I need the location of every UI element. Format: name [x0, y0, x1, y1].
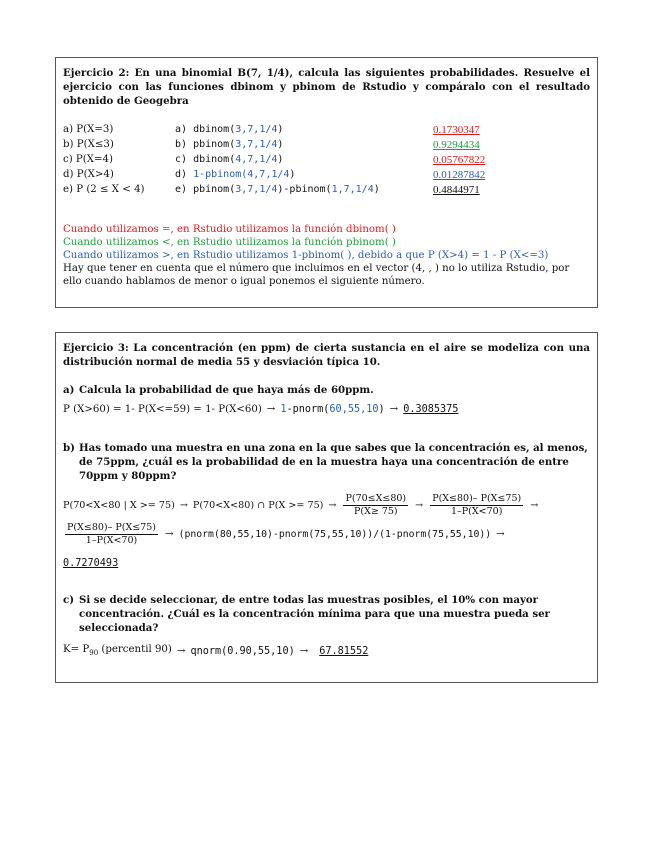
- question-b: [63, 441, 590, 483]
- fn-mid: )-pbinom(: [277, 183, 332, 195]
- r-function: [175, 183, 433, 197]
- exercise-3-box: [55, 332, 598, 683]
- result-value: 0.3085375: [403, 404, 459, 415]
- question-c: [63, 593, 590, 635]
- table-row: [63, 137, 590, 152]
- fn-label: a): [175, 123, 188, 135]
- probability-label: d) P(X>4): [63, 168, 114, 180]
- arrow-icon: →: [496, 528, 505, 540]
- r-function: [175, 138, 433, 152]
- exercise-3c: [63, 593, 590, 660]
- exercise-2-notes: [63, 223, 590, 288]
- table-row: [63, 182, 590, 197]
- fn-args: 4,7,1/4: [247, 168, 290, 180]
- numerator: P(70≤X≤80): [345, 493, 407, 504]
- expression: P(70<X<80) ∩ P(X >= 75): [192, 499, 324, 511]
- arrow-icon: →: [266, 404, 276, 415]
- result-value: 0.01287842: [433, 168, 486, 181]
- table-row: [63, 152, 590, 167]
- exercise-2-box: [55, 57, 598, 308]
- fn-name: pbinom(: [193, 183, 236, 195]
- answer-b-line1: [63, 493, 590, 518]
- r-code: (pnorm(80,55,10)-pnorm(75,55,10))/(1-pnorm(75,55,10)): [178, 528, 492, 540]
- answer-a: [63, 403, 590, 417]
- probability-label: a) P(X=3): [63, 123, 114, 135]
- result-value: 0.7270493: [63, 558, 119, 569]
- denominator: 1–P(X<70): [450, 506, 503, 517]
- question-a: [63, 383, 590, 397]
- expr-subscript: 90: [89, 649, 99, 658]
- fn-close: ): [277, 153, 284, 165]
- denominator: P(X≥ 75): [353, 506, 398, 517]
- numerator: P(X≤80)– P(X≤75): [67, 522, 157, 533]
- probability-label: c) P(X=4): [63, 153, 113, 165]
- code-part: -pnorm(: [286, 404, 330, 415]
- fn-label: e): [175, 183, 188, 195]
- probability-label: b) P(X≤3): [63, 138, 114, 150]
- question-label: b): [63, 442, 75, 454]
- fn-name: pbinom(: [193, 138, 236, 150]
- result-value: 67.81552: [319, 645, 369, 657]
- expression: P (X>60) = 1- P(X<=59) = 1- P(X<60): [63, 404, 262, 415]
- fraction: [430, 493, 523, 518]
- fn-args: 3,7,1/4: [235, 138, 278, 150]
- result-value: 0.9294434: [433, 138, 480, 151]
- question-label: c): [63, 594, 75, 606]
- fraction: [65, 522, 158, 547]
- arrow-icon: →: [176, 645, 186, 657]
- answer-b-line2: [63, 522, 590, 547]
- fn-args: 3,7,1/4: [235, 123, 278, 135]
- question-text: Has tomado una muestra en una zona en la que sabes que la concentración es, al menos, de 75ppm, ¿cuál es la probabilidad de en la muestra haya una concentración de entre 70ppm y 80ppm?: [79, 442, 588, 482]
- fn-args: 1,7,1/4: [331, 183, 374, 195]
- arrow-icon: →: [530, 499, 539, 511]
- expression: P(70<X<80 | X >= 75): [63, 499, 175, 511]
- code-part: 1: [280, 404, 287, 415]
- answer-c: [63, 643, 590, 660]
- arrow-icon: →: [299, 645, 309, 657]
- denominator: 1–P(X<70): [85, 535, 138, 546]
- r-function: [175, 168, 433, 182]
- fn-label: c): [175, 153, 188, 165]
- table-row: [63, 167, 590, 182]
- r-code: qnorm(0.90,55,10): [190, 645, 295, 657]
- fn-label: b): [175, 138, 188, 150]
- result-value: 0.05767822: [433, 153, 486, 166]
- arrow-icon: →: [415, 499, 424, 511]
- exercise-3a: [63, 383, 590, 417]
- expr-part: K= P: [63, 644, 90, 655]
- expr-part: (percentil 90): [98, 644, 172, 655]
- fn-name: dbinom(: [193, 123, 236, 135]
- note-vector: Hay que tener en cuenta que el número que incluimos en el vector (4, , ) no lo utiliza Rstudio, por ello cuando hablamos de menor o igual ponemos el siguiente número.: [63, 263, 570, 287]
- fraction: [343, 493, 408, 518]
- note-dbinom: Cuando utilizamos =, en Rstudio utilizamos la función dbinom( ): [63, 224, 396, 235]
- r-function: [175, 123, 433, 137]
- fn-args: 4,7,1/4: [235, 153, 278, 165]
- exercise-2-title: Ejercicio 2: En una binomial B(7, 1/4), calcula las siguientes probabilidades. Resuelve el ejercicio con las funciones dbinom y pbinom de Rstudio y compáralo con el resultado obtenido de Geogebra: [63, 67, 590, 107]
- fn-close: ): [277, 123, 284, 135]
- exercise-3-title: Ejercicio 3: La concentración (en ppm) de cierta sustancia en el aire se modeliza con una distribución normal de media 55 y desviación típica 10.: [63, 342, 590, 368]
- exercise-3b: [63, 441, 590, 571]
- arrow-icon: →: [165, 528, 174, 540]
- fn-label: d): [175, 168, 188, 180]
- arrow-icon: →: [179, 499, 188, 511]
- exercise-2-table: [63, 122, 590, 197]
- fn-close: ): [289, 168, 296, 180]
- note-1-pbinom: Cuando utilizamos >, en Rstudio utilizamos 1-pbinom( ), debido a que P (X>4) = 1 - P (X<=3): [63, 250, 549, 261]
- fn-close: ): [277, 138, 284, 150]
- fn-args: 3,7,1/4: [235, 183, 278, 195]
- fn-name: dbinom(: [193, 153, 236, 165]
- probability-label: e) P (2 ≤ X < 4): [63, 183, 145, 195]
- table-row: [63, 122, 590, 137]
- fn-name: 1-pbinom(: [193, 168, 248, 180]
- arrow-icon: →: [389, 404, 399, 415]
- result-value: 0.4844971: [433, 183, 480, 196]
- result-value: 0.1730347: [433, 123, 480, 136]
- arrow-icon: →: [328, 499, 337, 511]
- r-function: [175, 153, 433, 167]
- fn-close: ): [373, 183, 380, 195]
- expression: [63, 643, 172, 660]
- code-part: ): [378, 404, 385, 415]
- answer-b-result: [63, 557, 590, 571]
- question-label: a): [63, 384, 75, 396]
- note-pbinom: Cuando utilizamos <, en Rstudio utilizamos la función pbinom( ): [63, 237, 396, 248]
- question-text: Calcula la probabilidad de que haya más de 60ppm.: [79, 384, 374, 396]
- r-code: [280, 403, 384, 417]
- numerator: P(X≤80)– P(X≤75): [432, 493, 522, 504]
- question-text: Si se decide seleccionar, de entre todas las muestras posibles, el 10% con mayor concentración. ¿Cuál es la concentración mínima para que una muestra pueda ser seleccionada?: [79, 594, 550, 634]
- code-part: 60,55,10: [329, 404, 379, 415]
